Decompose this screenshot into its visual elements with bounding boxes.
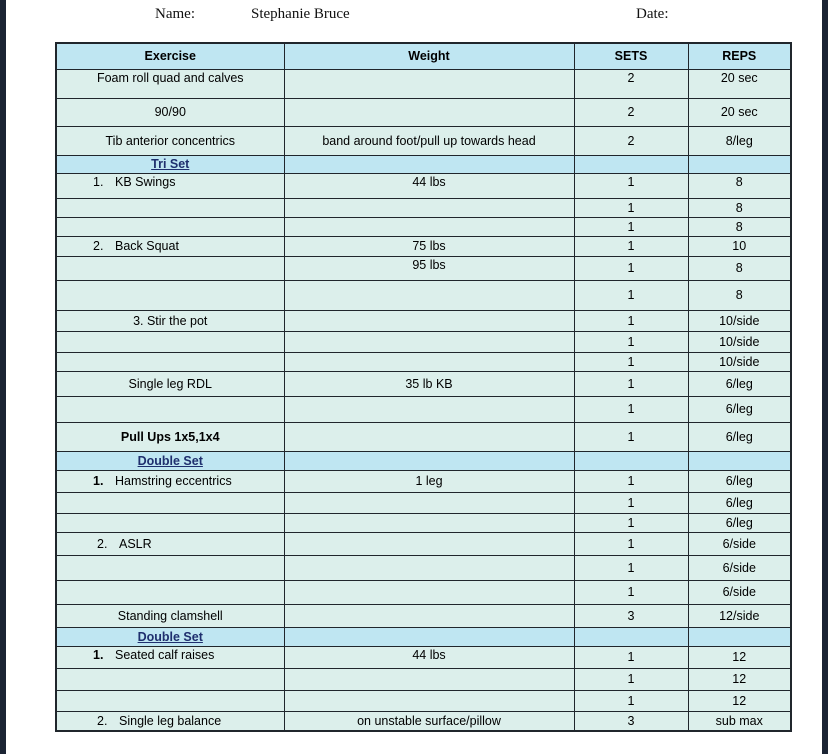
sets-cell: 1 (574, 310, 688, 331)
weight-cell (284, 396, 574, 422)
table-row (56, 492, 791, 513)
reps-cell: 12 (688, 690, 791, 711)
weight-cell (284, 310, 574, 331)
exercise-cell (56, 690, 284, 711)
weight-cell: 1 leg (284, 470, 574, 492)
section-title (56, 155, 284, 173)
reps-cell: 6/leg (688, 492, 791, 513)
sets-cell: 1 (574, 198, 688, 217)
reps-cell: 12/side (688, 604, 791, 627)
exercise-number: 2. (97, 713, 108, 728)
date-label: Date: (636, 6, 669, 22)
weight-cell: on unstable surface/pillow (284, 711, 574, 731)
table-row (56, 331, 791, 352)
column-header-sets: SETS (574, 43, 688, 69)
name-value: Stephanie Bruce (251, 6, 350, 22)
weight-cell (284, 198, 574, 217)
table-row (56, 126, 791, 155)
table-row (56, 668, 791, 690)
exercise-cell: Tib anterior concentrics (56, 126, 284, 155)
weight-cell: 95 lbs (284, 256, 574, 280)
reps-cell: 6/leg (688, 513, 791, 532)
sets-cell (574, 451, 688, 470)
weight-cell: band around foot/pull up towards head (284, 126, 574, 155)
exercise-cell (56, 352, 284, 371)
reps-cell (688, 627, 791, 646)
table-row (56, 69, 791, 98)
reps-cell: 12 (688, 646, 791, 668)
reps-cell: 10 (688, 236, 791, 256)
reps-cell: 6/leg (688, 470, 791, 492)
exercise-name: ASLR (119, 536, 152, 551)
sets-cell: 1 (574, 555, 688, 580)
reps-cell: 6/leg (688, 422, 791, 451)
weight-cell: 75 lbs (284, 236, 574, 256)
exercise-cell (56, 492, 284, 513)
reps-cell: 6/leg (688, 396, 791, 422)
reps-cell: 12 (688, 668, 791, 690)
exercise-name: KB Swings (115, 174, 176, 189)
weight-cell (284, 155, 574, 173)
reps-cell: 6/side (688, 555, 791, 580)
sets-cell: 1 (574, 580, 688, 604)
reps-cell: 6/side (688, 580, 791, 604)
sets-cell (574, 627, 688, 646)
reps-cell: 8 (688, 256, 791, 280)
exercise-cell: Single leg RDL (56, 371, 284, 396)
table-row (56, 422, 791, 451)
table-row (56, 173, 791, 198)
sets-cell: 1 (574, 173, 688, 198)
exercise-cell (56, 668, 284, 690)
sets-cell: 1 (574, 492, 688, 513)
weight-cell (284, 532, 574, 555)
name-label: Name: (155, 6, 195, 22)
section-title-text: Double Set (137, 453, 203, 468)
exercise-name: Hamstring eccentrics (115, 474, 232, 488)
table-header-row (56, 43, 791, 69)
reps-cell: sub max (688, 711, 791, 731)
sets-cell: 3 (574, 604, 688, 627)
table-row (56, 646, 791, 668)
left-edge-border (0, 0, 6, 754)
exercise-name: Seated calf raises (115, 647, 215, 662)
reps-cell: 10/side (688, 352, 791, 371)
sets-cell: 2 (574, 69, 688, 98)
reps-cell (688, 451, 791, 470)
exercise-number: 2. (93, 239, 104, 253)
reps-cell: 10/side (688, 331, 791, 352)
table-row (56, 690, 791, 711)
exercise-cell: Standing clamshell (56, 604, 284, 627)
weight-cell (284, 280, 574, 310)
sets-cell: 2 (574, 126, 688, 155)
column-header-reps: REPS (688, 43, 791, 69)
table-row (56, 352, 791, 371)
table-row (56, 236, 791, 256)
section-title (56, 451, 284, 470)
sets-cell: 1 (574, 352, 688, 371)
exercise-cell (56, 280, 284, 310)
exercise-cell (56, 236, 284, 256)
reps-cell: 8/leg (688, 126, 791, 155)
reps-cell: 20 sec (688, 69, 791, 98)
table-row (56, 604, 791, 627)
table-row (56, 310, 791, 331)
section-row (56, 155, 791, 173)
exercise-cell (56, 513, 284, 532)
reps-cell: 6/leg (688, 371, 791, 396)
sets-cell: 3 (574, 711, 688, 731)
reps-cell (688, 155, 791, 173)
sets-cell: 1 (574, 396, 688, 422)
section-title (56, 627, 284, 646)
exercise-number: 2. (97, 536, 108, 551)
exercise-cell (56, 711, 284, 731)
exercise-cell (56, 198, 284, 217)
sets-cell: 1 (574, 236, 688, 256)
sets-cell: 1 (574, 280, 688, 310)
table-row (56, 532, 791, 555)
sets-cell: 1 (574, 690, 688, 711)
exercise-name: Single leg balance (119, 713, 222, 728)
section-title-text: Double Set (137, 629, 203, 644)
right-edge-border (822, 0, 828, 754)
section-title-text: Tri Set (151, 157, 190, 171)
weight-cell (284, 451, 574, 470)
column-header-weight: Weight (284, 43, 574, 69)
column-header-exercise: Exercise (56, 43, 284, 69)
reps-cell: 8 (688, 280, 791, 310)
exercise-cell (56, 217, 284, 236)
workout-table (55, 42, 792, 732)
sets-cell (574, 155, 688, 173)
exercise-cell (56, 580, 284, 604)
sets-cell: 1 (574, 646, 688, 668)
weight-cell: 44 lbs (284, 173, 574, 198)
table-row (56, 280, 791, 310)
exercise-cell (56, 256, 284, 280)
section-row (56, 627, 791, 646)
sets-cell: 1 (574, 532, 688, 555)
weight-cell (284, 352, 574, 371)
weight-cell (284, 604, 574, 627)
exercise-cell: 90/90 (56, 98, 284, 126)
table-row (56, 711, 791, 731)
exercise-number: 1. (93, 174, 104, 189)
table-row (56, 256, 791, 280)
exercise-number: 1. (93, 474, 104, 488)
exercise-cell (56, 555, 284, 580)
weight-cell (284, 668, 574, 690)
table-row (56, 371, 791, 396)
reps-cell: 10/side (688, 310, 791, 331)
weight-cell (284, 627, 574, 646)
weight-cell (284, 513, 574, 532)
weight-cell (284, 98, 574, 126)
table-row (56, 217, 791, 236)
table-row (56, 513, 791, 532)
exercise-cell: Pull Ups 1x5,1x4 (56, 422, 284, 451)
weight-cell (284, 331, 574, 352)
reps-cell: 8 (688, 217, 791, 236)
sets-cell: 1 (574, 331, 688, 352)
exercise-cell (56, 396, 284, 422)
weight-cell (284, 492, 574, 513)
exercise-name: Back Squat (115, 239, 179, 253)
sets-cell: 1 (574, 668, 688, 690)
table-row (56, 580, 791, 604)
table-row (56, 470, 791, 492)
table-row (56, 98, 791, 126)
exercise-cell (56, 470, 284, 492)
sets-cell: 1 (574, 513, 688, 532)
weight-cell: 35 lb KB (284, 371, 574, 396)
reps-cell: 8 (688, 173, 791, 198)
weight-cell (284, 422, 574, 451)
sets-cell: 1 (574, 371, 688, 396)
reps-cell: 20 sec (688, 98, 791, 126)
sets-cell: 1 (574, 470, 688, 492)
sets-cell: 2 (574, 98, 688, 126)
weight-cell (284, 580, 574, 604)
table-row (56, 198, 791, 217)
exercise-cell (56, 646, 284, 668)
weight-cell: 44 lbs (284, 646, 574, 668)
exercise-number: 1. (93, 647, 104, 662)
reps-cell: 6/side (688, 532, 791, 555)
sets-cell: 1 (574, 422, 688, 451)
weight-cell (284, 69, 574, 98)
sets-cell: 1 (574, 217, 688, 236)
exercise-cell (56, 173, 284, 198)
table-row (56, 555, 791, 580)
weight-cell (284, 555, 574, 580)
exercise-cell (56, 331, 284, 352)
exercise-cell: 3. Stir the pot (56, 310, 284, 331)
section-row (56, 451, 791, 470)
weight-cell (284, 690, 574, 711)
weight-cell (284, 217, 574, 236)
exercise-cell (56, 532, 284, 555)
sets-cell: 1 (574, 256, 688, 280)
reps-cell: 8 (688, 198, 791, 217)
exercise-cell: Foam roll quad and calves (56, 69, 284, 98)
table-row (56, 396, 791, 422)
